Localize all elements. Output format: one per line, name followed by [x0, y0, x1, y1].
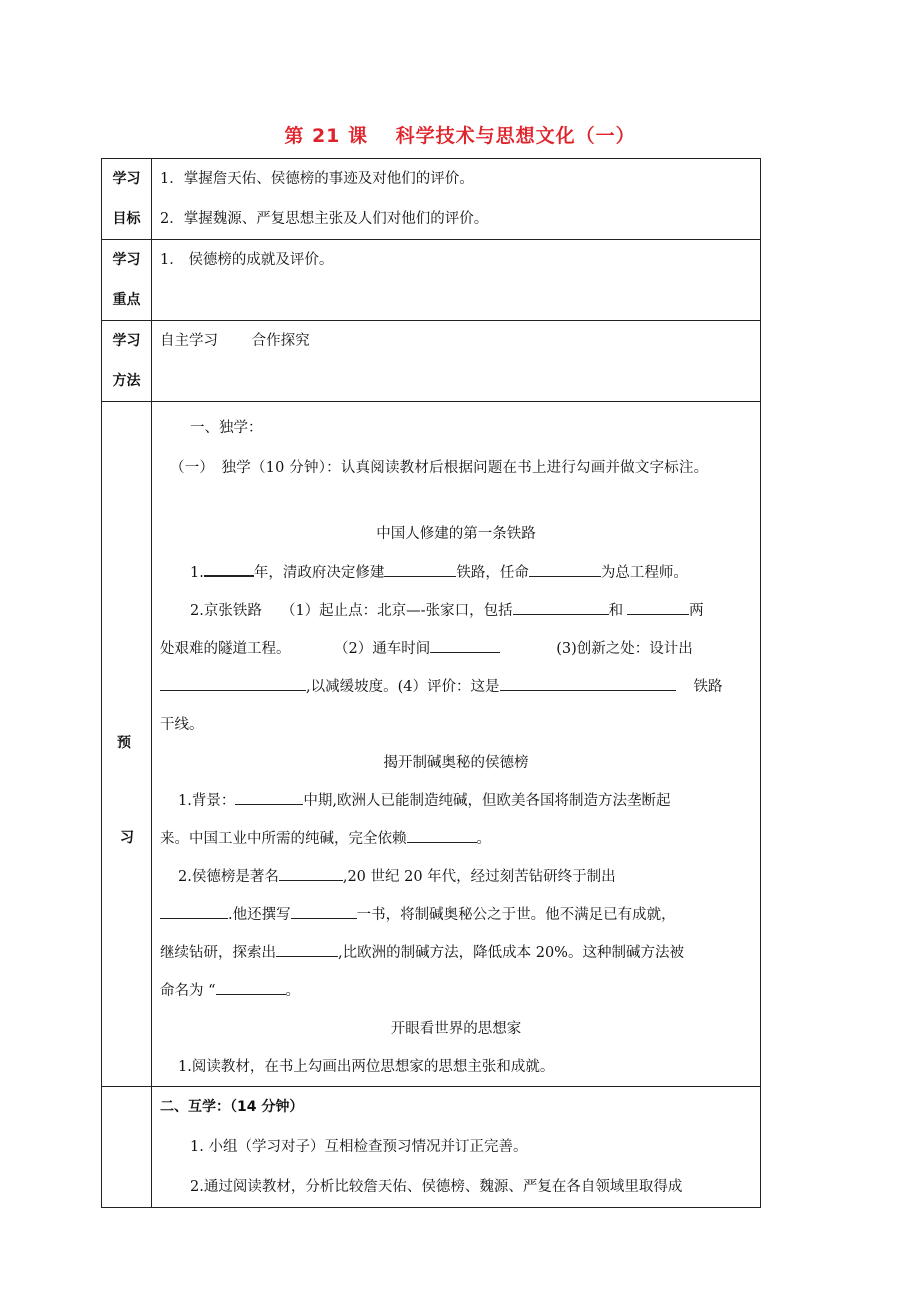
- section-soda-title: 揭开制碱奥秘的侯德榜: [383, 755, 529, 771]
- goal-content: [152, 159, 761, 240]
- soda-line-1: 1.背景： 中期,欧洲人已能制造纯碱，但欧美各国将制造方法垄断起: [160, 782, 752, 820]
- mutual-row: [102, 1087, 761, 1208]
- railway-line-5: 干线。: [160, 717, 204, 733]
- mutual-content: [152, 1087, 761, 1208]
- method-content: [152, 321, 761, 402]
- railway-line-3: 处艰难的隧道工程。 （2）通车时间 (3)创新之处：设计出: [160, 630, 752, 668]
- goal-row: [102, 159, 761, 240]
- soda-line-4: .他还撰写 一书，将制碱奥秘公之于世。他不满足已有成就，: [160, 896, 752, 934]
- soda-line-6: 命名为 “ 。: [160, 972, 752, 1010]
- railway-line-2: 2.京张铁路 （1）起止点：北京—-张家口，包括 和 两: [160, 592, 752, 630]
- method-text: 自主学习 合作探究: [160, 333, 310, 349]
- preview-row: [102, 402, 761, 1087]
- railway-line-4: ,以减缓坡度。(4）评价：这是 铁路: [160, 668, 752, 706]
- section-railway-title: 中国人修建的第一条铁路: [376, 526, 536, 542]
- mutual-label: [102, 1087, 152, 1208]
- method-row: [102, 321, 761, 402]
- goal-item: 2．掌握魏源、严复思想主张及人们对他们的评价。: [160, 211, 489, 227]
- method-label: 学习 方法: [102, 321, 152, 402]
- soda-line-2: 来。中国工业中所需的纯碱，完全依赖 。: [160, 820, 752, 858]
- key-row: [102, 240, 761, 321]
- mutual-line-2: 2.通过阅读教材，分析比较詹天佑、侯德榜、魏源、严复在各自领域里取得成: [190, 1179, 683, 1195]
- preview-content: [152, 402, 761, 1087]
- soda-line-5: 继续钻研，探索出 ,比欧洲的制碱方法，降低成本 20%。这种制碱方法被: [160, 934, 752, 972]
- key-content: [152, 240, 761, 321]
- preview-heading: 一、独学：: [190, 420, 263, 436]
- goal-label: 学习 目标: [102, 159, 152, 240]
- goal-item: 1．掌握詹天佑、侯德榜的事迹及对他们的评价。: [160, 171, 474, 187]
- soda-line-3: 2.侯德榜是著名 ,20 世纪 20 年代，经过刻苦钻研终于制出: [160, 858, 752, 896]
- thinker-line-1: 1.阅读教材，在书上勾画出两位思想家的思想主张和成就。: [178, 1059, 555, 1075]
- railway-line-1: 1. 年，清政府决定修建 铁路，任命 为总工程师。: [160, 554, 752, 592]
- key-label: 学习 重点: [102, 240, 152, 321]
- preview-label: 预 习: [102, 402, 152, 1087]
- mutual-heading: 二、互学：（14 分钟）: [160, 1099, 304, 1115]
- lesson-table: [101, 158, 761, 1208]
- key-item: 1． 侯德榜的成就及评价。: [160, 252, 334, 268]
- mutual-line-1: 1. 小组（学习对子）互相检查预习情况并订正完善。: [190, 1139, 528, 1155]
- page-title: 第 21 课 科学技术与思想文化（一）: [284, 125, 636, 147]
- section-thinker-title: 开眼看世界的思想家: [390, 1021, 522, 1037]
- preview-sub: （一） 独学（10 分钟）：认真阅读教材后根据问题在书上进行勾画并做文字标注。: [170, 460, 709, 476]
